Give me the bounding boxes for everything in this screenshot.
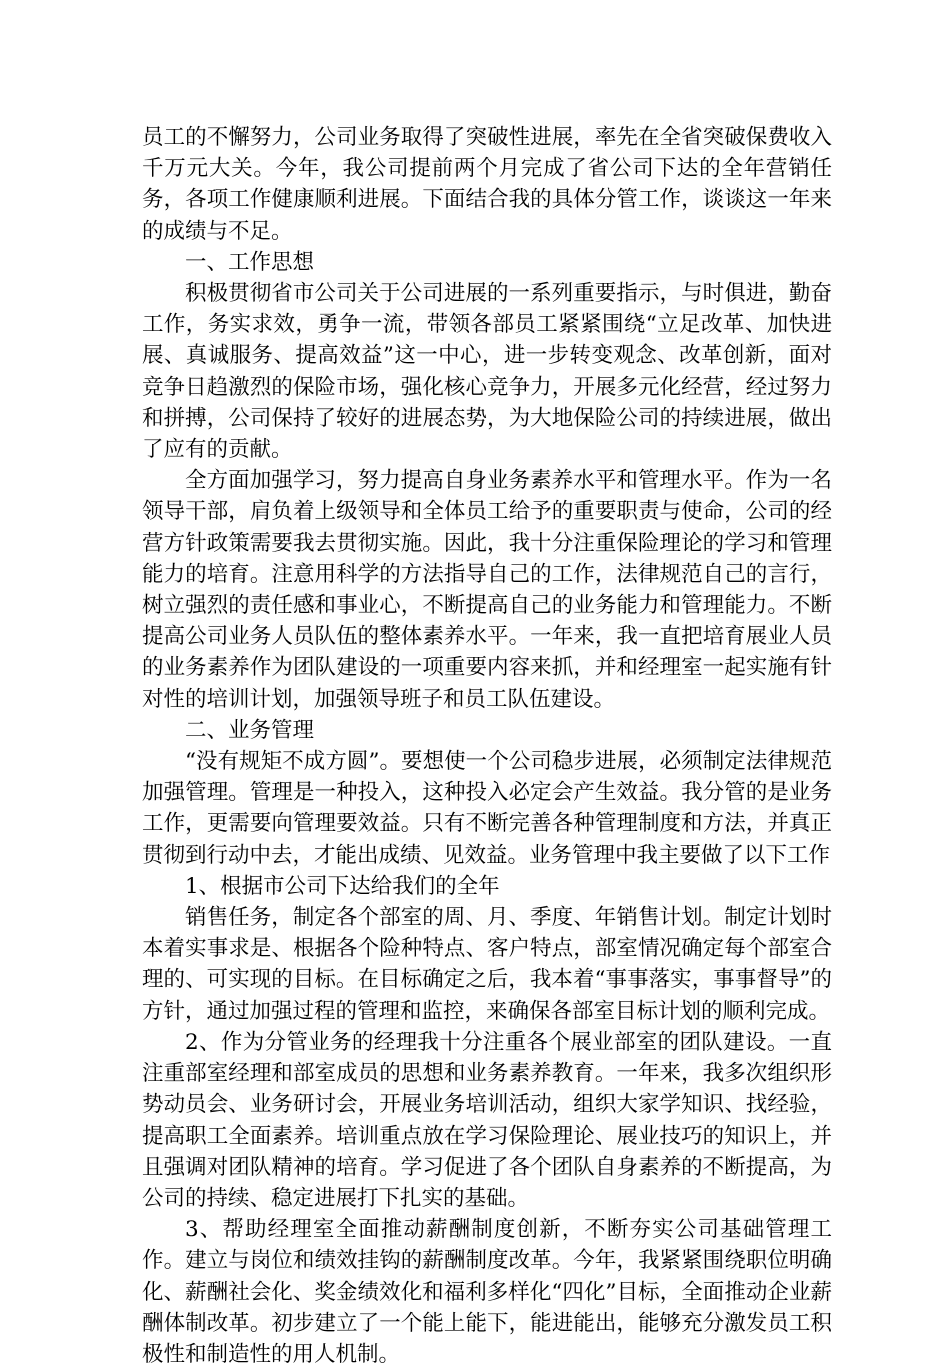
paragraph-intro-continued: 员工的不懈努力，公司业务取得了突破性进展，率先在全省突破保费收入千万元大关。今年，我公司提前两个月完成了省公司下达的全年营销任务，各项工作健康顺利进展。下面结合我的具体分管工作，谈谈这一年来的成绩与不足。	[142, 125, 832, 244]
paragraph-rules: “没有规矩不成方圆”。要想使一个公司稳步进展，必须制定法律规范加强管理。管理是一种投入，这种投入必定会产生效益。我分管的是业务工作，更需要向管理要效益。只有不断完善各种管理制度和方法，并真正贯彻到行动中去，才能出成绩、见效益。业务管理中我主要做了以下工作	[142, 749, 832, 868]
paragraph-work-thinking: 积极贯彻省市公司关于公司进展的一系列重要指示，与时俱进，勤奋工作，务实求效，勇争一流，带领各部员工紧紧围绕“立足改革、加快进展、真诚服务、提高效益”这一中心，进一步转变观念、改革创新，面对竞争日趋激烈的保险市场，强化核心竞争力，开展多元化经营，经过努力和拼搏，公司保持了较好的进展态势，为大地保险公司的持续进展，做出了应有的贡献。	[142, 281, 832, 463]
list-item-2: 2、作为分管业务的经理我十分注重各个展业部室的团队建设。一直注重部室经理和部室成员的思想和业务素养教育。一年来，我多次组织形势动员会、业务研讨会，开展业务培训活动，组织大家学知识、找经验，提高职工全面素养。培训重点放在学习保险理论、展业技巧的知识上，并且强调对团队精神的培育。学习促进了各个团队自身素养的不断提高，为公司的持续、稳定进展打下扎实的基础。	[142, 1029, 832, 1211]
list-item-1: 1、根据市公司下达给我们的全年	[185, 873, 500, 899]
paragraph-learning: 全方面加强学习，努力提高自身业务素养水平和管理水平。作为一名领导干部，肩负着上级领导和全体员工给予的重要职责与使命，公司的经营方针政策需要我去贯彻实施。因此，我十分注重保险理论的学习和管理能力的培育。注意用科学的方法指导自己的工作，法律规范自己的言行，树立强烈的责任感和事业心，不断提高自己的业务能力和管理能力。不断提高公司业务人员队伍的整体素养水平。一年来，我一直把培育展业人员的业务素养作为团队建设的一项重要内容来抓，并和经理室一起实施有针对性的培训计划，加强领导班子和员工队伍建设。	[142, 468, 832, 712]
paragraph-sales-plan: 销售任务，制定各个部室的周、月、季度、年销售计划。制定计划时本着实事求是、根据各个险种特点、客户特点，部室情况确定每个部室合理的、可实现的目标。在目标确定之后，我本着“事事落实，事事督导”的方针，通过加强过程的管理和监控，来确保各部室目标计划的顺利完成。	[142, 905, 832, 1024]
section-heading-business-management: 二、业务管理	[185, 717, 315, 743]
section-heading-work-thinking: 一、工作思想	[185, 249, 315, 275]
document-page	[142, 122, 832, 1370]
list-item-3: 3、帮助经理室全面推动薪酬制度创新，不断夯实公司基础管理工作。建立与岗位和绩效挂钩的薪酬制度改革。今年，我紧紧围绕职位明确化、薪酬社会化、奖金绩效化和福利多样化“四化”目标，全面推动企业薪酬体制改革。初步建立了一个能上能下，能进能出，能够充分激发员工积极性和制造性的用人机制。	[142, 1217, 832, 1367]
